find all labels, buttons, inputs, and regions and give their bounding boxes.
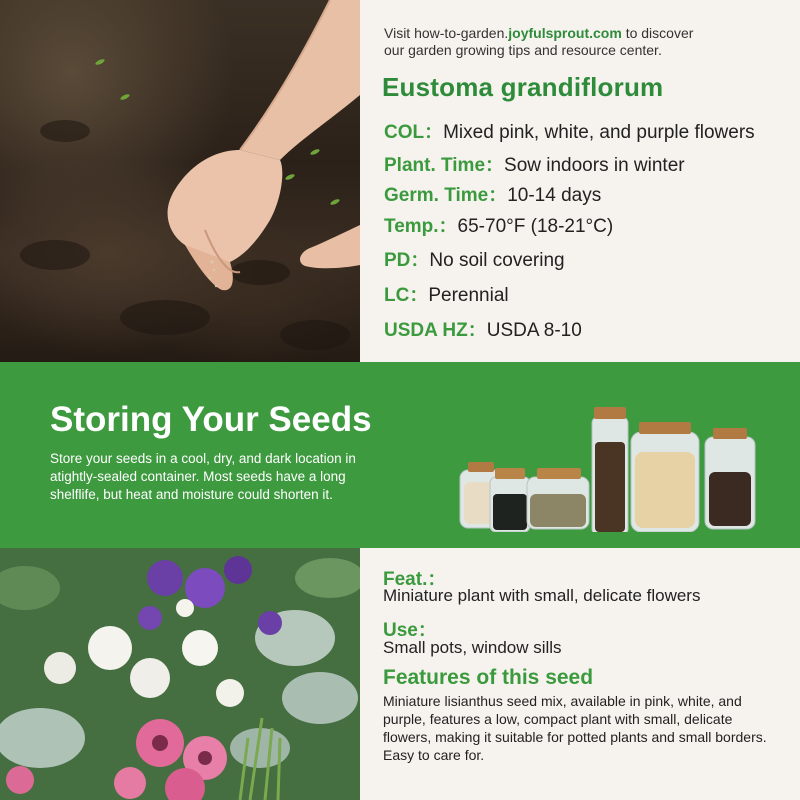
use-label: Use： xyxy=(383,620,437,641)
storing-seeds-banner xyxy=(0,362,800,548)
spec-value: Perennial xyxy=(428,285,509,306)
visit-suffix: to discover xyxy=(621,25,694,41)
visit-prefix: Visit how-to-garden. xyxy=(384,25,509,41)
hands-illustration xyxy=(0,0,360,362)
spec-row-color xyxy=(384,117,755,144)
feat-text: Miniature plant with small, delicate flowers xyxy=(383,586,701,605)
spec-key: Temp.： xyxy=(384,216,458,237)
spec-row-usda-zone xyxy=(384,315,582,342)
spec-key: Germ. Time： xyxy=(384,185,508,206)
spec-value: 65-70°F (18-21°C) xyxy=(457,216,614,237)
spec-row-temperature xyxy=(384,211,613,238)
storing-text: Store your seeds in a cool, dry, and dark location in atightly-sealed container. Most seeds have a long shelflife, but heat and moisture could shorten it. xyxy=(50,451,356,502)
bottom-section xyxy=(0,548,800,800)
bouquet-illustration xyxy=(0,548,360,800)
spec-value: No soil covering xyxy=(429,250,565,271)
storing-title: Storing Your Seeds xyxy=(50,400,372,439)
seed-features-text: Miniature lisianthus seed mix, available in pink, white, and purple, features a low, compact plant with small, delicate flowers, making it suitable for potted plants and small borders. Easy to care for. xyxy=(383,693,767,763)
seed-features-title: Features of this seed xyxy=(383,666,594,689)
spec-key: COL： xyxy=(384,122,444,143)
spec-key: LC： xyxy=(384,285,429,306)
spec-key: Plant. Time： xyxy=(384,155,505,176)
spec-value: Mixed pink, white, and purple flowers xyxy=(443,122,755,143)
spec-row-planting-time xyxy=(384,150,685,177)
spec-value: 10-14 days xyxy=(507,185,602,206)
species-title: Eustoma grandiflorum xyxy=(382,72,664,102)
features-panel xyxy=(360,548,800,800)
spec-value: USDA 8-10 xyxy=(486,320,582,341)
spec-row-life-cycle xyxy=(384,280,509,307)
top-section xyxy=(0,0,800,362)
spec-value: Sow indoors in winter xyxy=(504,155,685,176)
species-info-panel xyxy=(360,0,800,362)
use-text: Small pots, window sills xyxy=(383,638,562,657)
flower-bouquet-photo xyxy=(0,548,360,800)
visit-notice xyxy=(384,25,784,59)
spec-row-planting-depth xyxy=(384,245,565,272)
spec-key: PD： xyxy=(384,250,430,271)
seed-jars-image xyxy=(455,382,765,532)
spec-key: USDA HZ： xyxy=(384,320,487,341)
website-link[interactable]: joyfulsprout.com xyxy=(508,25,622,41)
spec-row-germination-time xyxy=(384,180,601,207)
soil-hands-photo xyxy=(0,0,360,362)
feat-label: Feat.： xyxy=(383,569,447,590)
visit-line-2: our garden growing tips and resource center. xyxy=(384,42,662,58)
